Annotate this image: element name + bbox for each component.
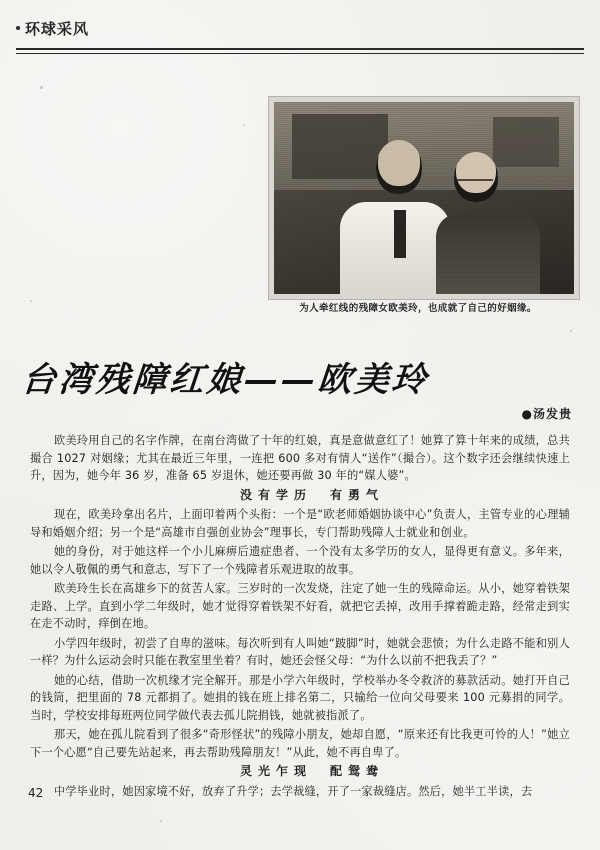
- paragraph: 欧美玲生长在高雄乡下的贫苦人家。三岁时的一次发烧，注定了她一生的残障命运。从小，她穿着铁架走路、上学。直到小学二年级时，她才觉得穿着铁架不好看，就把它丢掉，改用手撑着跪走路，经常走到实在走不动时，痒倒在地。: [30, 582, 570, 630]
- article-byline: ●汤发贵: [521, 407, 572, 421]
- paragraph: 那天，她在孤儿院看到了很多“奇形怪状”的残障小朋友，她却自愿，“原来还有比我更可怜的人！”她立下一个心愿“自己要先站起来，再去帮助残障朋友！”从此，她不再自卑了。: [30, 728, 570, 759]
- paper-speck: [30, 300, 32, 302]
- article-body: [30, 432, 570, 802]
- paper-speck: [160, 820, 162, 822]
- header-rule: [16, 48, 584, 50]
- paragraph: 她的身份，对于她这样一个小儿麻痹后遗症患者、一个没有太多学历的女人，显得更有意义。多年来，她以令人敬佩的勇气和意志，写下了一个残障者乐观进取的故事。: [30, 545, 570, 576]
- section-subhead: 灵光乍现 配鸳鸯: [239, 764, 384, 778]
- photo-grain-overlay: [274, 102, 574, 294]
- section-subhead: 没有学历 有勇气: [239, 487, 384, 502]
- paper-speck: [40, 86, 43, 89]
- photo-caption: 为人牵红线的残障女欧美玲，也成就了自己的好姻缘。: [299, 303, 537, 314]
- paragraph: 她的心结，借助一次机缘才完全解开。那是小学六年级时，学校举办冬令救济的募款活动。她打开自己的钱筒，把里面的 78 元都捐了。她捐的钱在班上排名第二，只输给一位向父母要来 100 元募捐的同学。当时，学校安排每班两位同学做代表去孤儿院捐钱，她就被指派了。: [30, 673, 570, 722]
- running-head-label: 环球采风: [25, 20, 90, 38]
- article-headline: 台湾残障红娘——欧美玲: [19, 360, 431, 400]
- paragraph: 现在，欧美玲拿出名片，上面印着两个头衔：一个是“欧老师婚姻协谈中心”负责人，主管专业的心理辅导和婚姻介绍；另一个是“高雄市自强创业协会”理事长，专门帮助残障人士就业和创业。: [30, 508, 570, 539]
- paragraph: 欧美玲用自己的名字作牌，在南台湾做了十年的红娘，真是意做意红了！她算了算十年来的成绩，总共撮合 1027 对姻缘；尤其在最近三年里，一连把 600 多对有情人“送作”（撮合）。这个数字还会继续快速上升，因为，她今年 36 岁，准备 65 岁退休，她还要再做 30 年的“媒人婆”。: [30, 434, 570, 482]
- couple-portrait-photo: [274, 102, 574, 294]
- paper-speck: [243, 124, 245, 126]
- header-rule-thin: [16, 53, 584, 54]
- running-head: [16, 18, 89, 39]
- paragraph: 中学毕业时，她因家境不好，放弃了升学；去学裁缝，开了一家裁缝店。然后，她半工半读，去: [54, 784, 533, 798]
- paper-speck: [570, 330, 572, 332]
- paragraph: 小学四年级时，初尝了自卑的滋味。每次听到有人叫她“跛脚”时，她就会悲愤；为什么走路不能和别人一样？为什么运动会时只能在教室里坐着？有时，她还会怪父母：“为什么以前不把我丢了？”: [30, 636, 570, 667]
- article-photo: [268, 96, 580, 300]
- page-number: 42: [28, 786, 44, 800]
- bullet-icon: [16, 26, 20, 30]
